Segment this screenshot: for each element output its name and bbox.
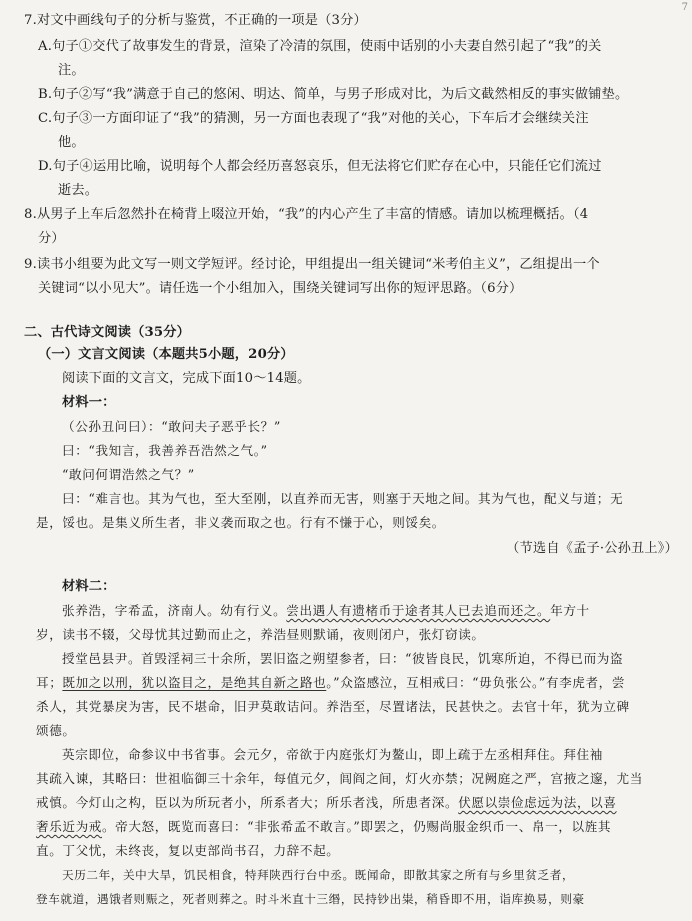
- q7-option-a-cont: 注。: [58, 63, 85, 78]
- q9-line-1: 9.读书小组要为此文写一则文学短评。经讨论，甲组提出一组关键词“米考伯主义”，乙组提出一个: [24, 257, 600, 272]
- q7-option-c-cont: 他。: [58, 135, 85, 150]
- material-1-label: 材料一：: [62, 395, 116, 410]
- material-2-line: 戒慎。今灯山之构，臣以为所玩者小，所系者大；所乐者浅，所患者深。伏愿以崇俭虑远为法，以喜: [36, 795, 617, 810]
- q9-line-2: 关键词“以小见大”。请任选一个小组加入，围绕关键词写出你的短评思路。（6分）: [38, 281, 523, 296]
- material-2-line: 英宗即位，命参议中书省事。会元夕，帝欲于内庭张灯为鳌山，即上疏于左丞相拜住。拜住袖: [62, 747, 603, 762]
- material-1-line: 是，馁也。是集义所生者，非义袭而取之也。行有不慊于心，则馁矣。: [36, 515, 446, 530]
- material-1-line: 曰：“我知言，我善养吾浩然之气。”: [62, 443, 268, 458]
- q7-option-c: C.句子③一方面印证了“我”的猜测，另一方面也表现了“我”对他的关心，下车后才会继续关注: [38, 111, 589, 126]
- underlined-sentence: 既加之以刑，犹以盗目之，是绝其自新之路也: [62, 675, 327, 690]
- reading-instruction: 阅读下面的文言文，完成下面10～14题。: [62, 371, 311, 386]
- material-2-line: 直。丁父忧，未终丧，复以吏部尚书召，力辞不起。: [36, 843, 340, 858]
- material-2-line: 张养浩，字希孟，济南人。幼有行义。尝出遇人有遗楮币于途者其人已去追而还之。年方十: [62, 603, 590, 618]
- material-2-line: 岁，读书不辍，父母忧其过勤而止之，养浩昼则默诵，夜则闭户，张灯窃读。: [36, 627, 485, 642]
- underlined-sentence: 尝出遇人有遗楮币于途者其人已去追而还之。: [286, 603, 551, 618]
- subsection-title: （一）文言文阅读（本题共5小题，20分）: [38, 347, 294, 362]
- q8-line-1: 8.从男子上车后忽然扑在椅背上啜泣开始，“我”的内心产生了丰富的情感。请加以梳理概括。（4: [24, 207, 589, 222]
- material-1-line: 曰：“难言也。其为气也，至大至刚，以直养而无害，则塞于天地之间。其为气也，配义与道；无: [62, 491, 624, 506]
- q7-option-b: B.句子②写“我”满意于自己的悠闲、明达、简单，与男子形成对比，为后文截然相反的事实做铺垫。: [38, 87, 629, 102]
- underlined-sentence: 伏愿以崇俭虑远为法，以喜: [458, 795, 617, 810]
- material-2-line: 天历二年，关中大旱，饥民相食，特拜陕西行台中丞。既闻命，即散其家之所有与乡里贫乏者，: [62, 868, 575, 882]
- material-2-line: 奢乐近为戒。帝大怒，既览而喜曰：“非张希孟不敢言。”即罢之，仍赐尚服金织币一、帛一，以旌其: [36, 819, 612, 834]
- q7-option-d-cont: 逝去。: [58, 183, 99, 198]
- material-2-line: 耳；既加之以刑，犹以盗目之，是绝其自新之路也。”众盗感泣，互相戒曰：“毋负张公。”有李虎者，尝: [36, 675, 626, 690]
- material-1-line: （公孙丑问曰）：“敢问夫子恶乎长？”: [62, 419, 281, 434]
- q7-option-d: D.句子④运用比喻，说明每个人都会经历喜怒哀乐，但无法将它们贮存在心中，只能任它们流过: [38, 159, 602, 174]
- material-2-line: 登车就道，遇饿者则赈之，死者则葬之。时斗米直十三缗，民持钞出粜，稍昏即不用，诣库换易，则豪: [36, 892, 585, 906]
- q8-line-2: 分）: [38, 231, 65, 246]
- material-2-line: 颂德。: [36, 723, 76, 738]
- material-2-label: 材料二：: [62, 579, 116, 594]
- section-title: 二、古代诗文阅读（35分）: [24, 325, 191, 340]
- page-mark: 7: [681, 2, 688, 13]
- material-2-line: 杀人，其党暴戾为害，民不堪命，旧尹莫敢诘问。养浩至，尽置诸法，民甚快之。去官十年，犹为立碑: [36, 699, 630, 714]
- material-1-source: （节选自《孟子·公孙丑上》）: [506, 541, 678, 556]
- material-2-line: 其疏入谏，其略曰：世祖临御三十余年，每值元夕，闾阎之间，灯火亦禁；况阙庭之严，宫掖之邃，尤当: [36, 771, 643, 786]
- q7-stem: 7.对文中画线句子的分析与鉴赏，不正确的一项是（3分）: [24, 13, 367, 28]
- underlined-sentence: 奢乐近为戒: [36, 819, 102, 834]
- material-2-line: 授堂邑县尹。首毁淫祠三十余所，罢旧盗之朔望参者，曰：“彼皆良民，饥寒所迫，不得已而为盗: [62, 651, 624, 666]
- q7-option-a: A.句子①交代了故事发生的背景，渲染了冷清的氛围，使雨中话别的小夫妻自然引起了“我”的关: [38, 39, 602, 54]
- material-1-line: “敢问何谓浩然之气？”: [62, 467, 195, 482]
